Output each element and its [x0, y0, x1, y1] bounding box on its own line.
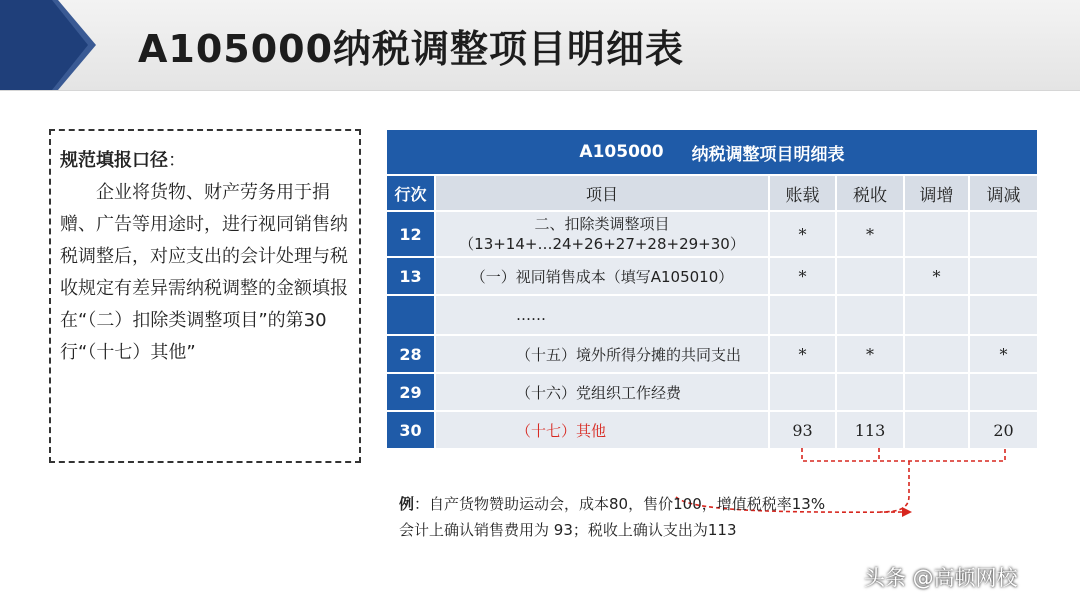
watermark: 头条 @高顿网校 — [864, 566, 1018, 590]
header-increase: 调增 — [905, 176, 970, 210]
cell-tax — [837, 258, 905, 294]
cell-decrease — [970, 296, 1037, 334]
table-code: A105000 — [579, 142, 664, 162]
row-no: 30 — [387, 412, 436, 448]
note-heading-line — [60, 145, 351, 177]
row-item-highlight: （十七）其他 — [436, 412, 770, 448]
cell-tax: 113 — [837, 412, 905, 448]
cell-decrease — [970, 258, 1037, 294]
header-item: 项目 — [436, 176, 770, 210]
row-item: （十六）党组织工作经费 — [436, 374, 770, 410]
row-no: 29 — [387, 374, 436, 410]
table-row — [387, 212, 1037, 256]
table-row — [387, 258, 1037, 294]
cell-increase: * — [905, 258, 970, 294]
arrowhead-icon — [902, 507, 912, 517]
row-item: （十五）境外所得分摊的共同支出 — [436, 336, 770, 372]
row-item-line1: 二、扣除类调整项目 — [534, 215, 670, 233]
row-no: 12 — [387, 212, 436, 256]
example-text — [399, 491, 825, 543]
cell-increase — [905, 412, 970, 448]
row-no — [387, 296, 436, 334]
cell-book — [770, 374, 837, 410]
example-line1 — [399, 491, 825, 517]
cell-book: 93 — [770, 412, 837, 448]
row-item: （一）视同销售成本（填写A105010） — [436, 258, 770, 294]
header-book: 账载 — [770, 176, 837, 210]
table-row — [387, 336, 1037, 372]
note-box — [49, 129, 361, 463]
row-no: 28 — [387, 336, 436, 372]
cell-increase — [905, 296, 970, 334]
note-heading: 规范填报口径 — [60, 150, 168, 171]
table-header-row — [387, 176, 1037, 210]
row-item-line2: （13+14+…24+26+27+28+29+30） — [459, 235, 745, 253]
cell-tax: * — [837, 336, 905, 372]
cell-decrease: * — [970, 336, 1037, 372]
row-no: 13 — [387, 258, 436, 294]
table-row — [387, 412, 1037, 448]
example-line1-text: ：自产货物赞助运动会，成本80，售价100，增值税税率13% — [414, 495, 826, 513]
cell-tax: * — [837, 212, 905, 256]
cell-book: * — [770, 336, 837, 372]
example-line2: 会计上确认销售费用为 93；税收上确认支出为113 — [399, 521, 737, 539]
cell-tax — [837, 374, 905, 410]
cell-increase — [905, 212, 970, 256]
cell-increase — [905, 336, 970, 372]
cell-decrease: 20 — [970, 412, 1037, 448]
row-item: …… — [436, 296, 770, 334]
note-body: 企业将货物、财产劳务用于捐赠、广告等用途时，进行视同销售纳税调整后，对应支出的会计处理与税收规定有差异需纳税调整的金额填报在“（二）扣除类调整项目”的第30行“（十七）其他” — [60, 182, 348, 363]
example-label: 例 — [399, 495, 415, 513]
note-colon: ： — [168, 150, 186, 171]
cell-book: * — [770, 258, 837, 294]
cell-decrease — [970, 212, 1037, 256]
table-row — [387, 296, 1037, 334]
table-row — [387, 374, 1037, 410]
header-row-no: 行次 — [387, 176, 436, 210]
header-tax: 税收 — [837, 176, 905, 210]
table-name: 纳税调整项目明细表 — [691, 144, 845, 165]
cell-increase — [905, 374, 970, 410]
cell-tax — [837, 296, 905, 334]
row-item — [436, 212, 770, 256]
cell-book — [770, 296, 837, 334]
cell-book: * — [770, 212, 837, 256]
table-title-bar — [387, 130, 1037, 174]
chevron-icon — [0, 0, 140, 90]
cell-decrease — [970, 374, 1037, 410]
page-title: A105000纳税调整项目明细表 — [138, 27, 685, 71]
header-decrease: 调减 — [970, 176, 1037, 210]
